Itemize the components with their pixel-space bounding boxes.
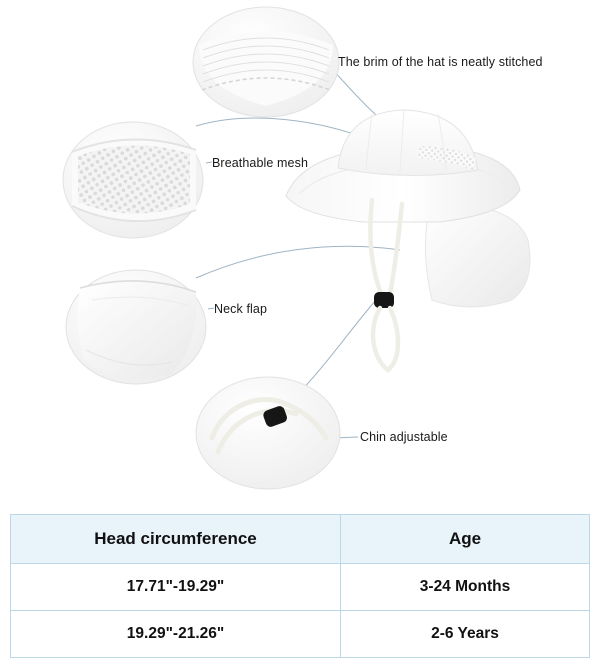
chin-cord-loop bbox=[373, 308, 398, 370]
thumbnail-mesh bbox=[63, 122, 203, 238]
callout-label-brim: The brim of the hat is neatly stitched bbox=[338, 55, 543, 69]
thumbnail-chin-strap bbox=[196, 377, 340, 489]
column-header-head-circumference: Head circumference bbox=[11, 515, 341, 564]
cell-head-circumference: 17.71"-19.29" bbox=[11, 564, 341, 611]
table-row bbox=[11, 564, 590, 611]
table-header-row bbox=[11, 515, 590, 564]
connector-chin bbox=[300, 300, 376, 392]
callout-label-chin: Chin adjustable bbox=[360, 430, 448, 444]
cell-age: 2-6 Years bbox=[341, 611, 590, 658]
main-hat bbox=[286, 110, 530, 370]
thumbnail-brim bbox=[193, 7, 339, 117]
cell-head-circumference: 19.29"-21.26" bbox=[11, 611, 341, 658]
callout-label-mesh: Breathable mesh bbox=[212, 156, 309, 170]
cord-stopper-main bbox=[374, 292, 394, 308]
thumbnail-neck-flap bbox=[66, 270, 206, 384]
callout-label-neck: Neck flap bbox=[214, 302, 268, 316]
column-header-age: Age bbox=[341, 515, 590, 564]
table-row bbox=[11, 611, 590, 658]
size-chart-table bbox=[10, 514, 590, 658]
cell-age: 3-24 Months bbox=[341, 564, 590, 611]
hat-crown bbox=[338, 110, 478, 176]
connector-brim bbox=[333, 70, 382, 120]
connector-mesh bbox=[196, 118, 370, 140]
